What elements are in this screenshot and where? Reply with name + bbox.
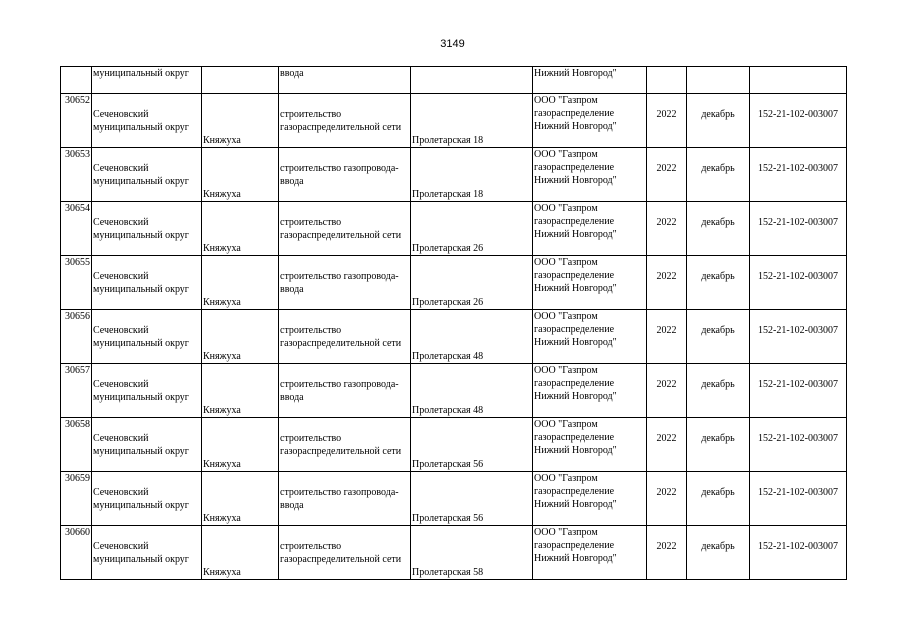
cell-month: декабрь [687, 310, 750, 364]
cell-org: ООО "Газпром газораспределение Нижний Новгород" [533, 310, 647, 364]
cell-address: Пролетарская 26 [411, 256, 533, 310]
page-number: 3149 [440, 38, 465, 50]
cell-org: ООО "Газпром газораспределение Нижний Новгород" [533, 94, 647, 148]
cell-work: строительство газораспределительной сети [279, 310, 411, 364]
table-row [61, 418, 847, 472]
cell-work: строительство газораспределительной сети [279, 202, 411, 256]
table-row [61, 94, 847, 148]
cell-work: строительство газораспределительной сети [279, 418, 411, 472]
table-row [61, 256, 847, 310]
cell-num [61, 67, 92, 94]
cell-village: Княжуха [202, 526, 279, 580]
cell-work: строительство газопровода- ввода [279, 256, 411, 310]
cell-org: ООО "Газпром газораспределение Нижний Новгород" [533, 472, 647, 526]
cell-num: 30654 [61, 202, 92, 256]
cell-work: строительство газораспределительной сети [279, 526, 411, 580]
cell-address: Пролетарская 26 [411, 202, 533, 256]
cell-village: Княжуха [202, 310, 279, 364]
cell-code: 152-21-102-003007 [750, 148, 847, 202]
cell-num: 30659 [61, 472, 92, 526]
cell-year: 2022 [647, 310, 687, 364]
cell-year: 2022 [647, 418, 687, 472]
cell-month [687, 67, 750, 94]
cell-code: 152-21-102-003007 [750, 526, 847, 580]
cell-year: 2022 [647, 256, 687, 310]
table-row [61, 526, 847, 580]
cell-year: 2022 [647, 526, 687, 580]
cell-month: декабрь [687, 526, 750, 580]
cell-village: Княжуха [202, 202, 279, 256]
cell-village: Княжуха [202, 472, 279, 526]
cell-village: Княжуха [202, 94, 279, 148]
cell-year [647, 67, 687, 94]
cell-code: 152-21-102-003007 [750, 418, 847, 472]
cell-work: строительство газопровода- ввода [279, 148, 411, 202]
cell-address: Пролетарская 56 [411, 418, 533, 472]
cell-address [411, 67, 533, 94]
cell-org: ООО "Газпром газораспределение Нижний Новгород" [533, 526, 647, 580]
cell-village [202, 67, 279, 94]
cell-district: Сеченовский муниципальный округ [92, 256, 202, 310]
cell-village: Княжуха [202, 148, 279, 202]
cell-year: 2022 [647, 148, 687, 202]
cell-village: Княжуха [202, 364, 279, 418]
cell-num: 30658 [61, 418, 92, 472]
cell-work: строительство газораспределительной сети [279, 94, 411, 148]
table-row [61, 310, 847, 364]
cell-num: 30655 [61, 256, 92, 310]
cell-org: ООО "Газпром газораспределение Нижний Новгород" [533, 364, 647, 418]
cell-month: декабрь [687, 202, 750, 256]
table-row [61, 472, 847, 526]
cell-address: Пролетарская 18 [411, 94, 533, 148]
cell-org: Нижний Новгород" [533, 67, 647, 94]
cell-num: 30660 [61, 526, 92, 580]
cell-work: ввода [279, 67, 411, 94]
cell-month: декабрь [687, 418, 750, 472]
cell-org: ООО "Газпром газораспределение Нижний Новгород" [533, 202, 647, 256]
cell-month: декабрь [687, 148, 750, 202]
cell-district: Сеченовский муниципальный округ [92, 472, 202, 526]
cell-district: Сеченовский муниципальный округ [92, 526, 202, 580]
table-row [61, 148, 847, 202]
cell-address: Пролетарская 58 [411, 526, 533, 580]
cell-num: 30656 [61, 310, 92, 364]
cell-district: Сеченовский муниципальный округ [92, 148, 202, 202]
cell-year: 2022 [647, 472, 687, 526]
cell-village: Княжуха [202, 256, 279, 310]
cell-month: декабрь [687, 472, 750, 526]
cell-month: декабрь [687, 364, 750, 418]
table-row [61, 364, 847, 418]
cell-year: 2022 [647, 364, 687, 418]
cell-district: Сеченовский муниципальный округ [92, 202, 202, 256]
cell-district: Сеченовский муниципальный округ [92, 94, 202, 148]
table-row [61, 202, 847, 256]
cell-num: 30653 [61, 148, 92, 202]
cell-year: 2022 [647, 94, 687, 148]
table-body [61, 67, 847, 580]
cell-code: 152-21-102-003007 [750, 94, 847, 148]
cell-month: декабрь [687, 94, 750, 148]
cell-month: декабрь [687, 256, 750, 310]
cell-district: Сеченовский муниципальный округ [92, 310, 202, 364]
cell-code: 152-21-102-003007 [750, 202, 847, 256]
cell-work: строительство газопровода- ввода [279, 364, 411, 418]
cell-work: строительство газопровода- ввода [279, 472, 411, 526]
registry-table [60, 66, 847, 580]
cell-address: Пролетарская 56 [411, 472, 533, 526]
cell-code [750, 67, 847, 94]
cell-org: ООО "Газпром газораспределение Нижний Новгород" [533, 148, 647, 202]
table-row-continuation [61, 67, 847, 94]
cell-address: Пролетарская 18 [411, 148, 533, 202]
cell-year: 2022 [647, 202, 687, 256]
cell-org: ООО "Газпром газораспределение Нижний Новгород" [533, 256, 647, 310]
cell-address: Пролетарская 48 [411, 364, 533, 418]
cell-district: муниципальный округ [92, 67, 202, 94]
cell-address: Пролетарская 48 [411, 310, 533, 364]
cell-num: 30652 [61, 94, 92, 148]
cell-code: 152-21-102-003007 [750, 310, 847, 364]
cell-district: Сеченовский муниципальный округ [92, 364, 202, 418]
cell-village: Княжуха [202, 418, 279, 472]
cell-code: 152-21-102-003007 [750, 256, 847, 310]
cell-org: ООО "Газпром газораспределение Нижний Новгород" [533, 418, 647, 472]
cell-code: 152-21-102-003007 [750, 364, 847, 418]
cell-code: 152-21-102-003007 [750, 472, 847, 526]
cell-district: Сеченовский муниципальный округ [92, 418, 202, 472]
cell-num: 30657 [61, 364, 92, 418]
